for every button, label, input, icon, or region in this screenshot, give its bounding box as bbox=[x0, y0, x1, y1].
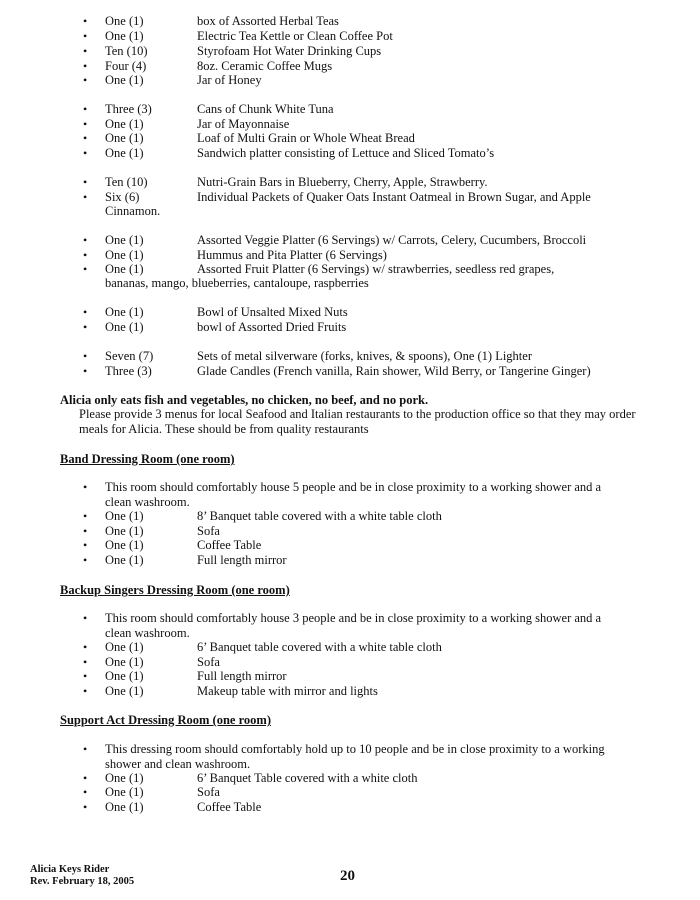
bullet: • bbox=[83, 611, 88, 625]
quantity: One (1) bbox=[105, 640, 144, 654]
bullet: • bbox=[83, 190, 88, 204]
bullet: • bbox=[83, 59, 88, 73]
item-description: Makeup table with mirror and lights bbox=[197, 684, 378, 698]
quantity: One (1) bbox=[105, 553, 144, 567]
item-description: Sandwich platter consisting of Lettuce and Sliced Tomato’s bbox=[197, 146, 495, 160]
quantity: One (1) bbox=[105, 29, 144, 43]
quantity: One (1) bbox=[105, 771, 144, 785]
quantity: Seven (7) bbox=[105, 349, 154, 363]
dietary-note: Alicia only eats fish and vegetables, no chicken, no beef, and no pork. bbox=[60, 393, 429, 407]
bullet: • bbox=[83, 771, 88, 785]
bullet: • bbox=[83, 233, 88, 247]
quantity: One (1) bbox=[105, 524, 144, 538]
support-act-dressing-room-heading: Support Act Dressing Room (one room) bbox=[60, 713, 271, 727]
page-number: 20 bbox=[340, 868, 355, 884]
item-description: box of Assorted Herbal Teas bbox=[197, 14, 339, 28]
quantity: One (1) bbox=[105, 655, 144, 669]
item-description: bowl of Assorted Dried Fruits bbox=[197, 320, 347, 334]
item-description: 6’ Banquet Table covered with a white cloth bbox=[197, 771, 418, 785]
item-description: Nutri-Grain Bars in Blueberry, Cherry, Apple, Strawberry. bbox=[197, 175, 488, 189]
quantity: One (1) bbox=[105, 305, 144, 319]
item-description: Sets of metal silverware (forks, knives, & spoons), One (1) Lighter bbox=[197, 349, 532, 363]
item-continuation: Cinnamon. bbox=[105, 204, 161, 218]
bullet: • bbox=[83, 305, 88, 319]
quantity: Six (6) bbox=[105, 190, 140, 204]
quantity: One (1) bbox=[105, 233, 144, 247]
bullet: • bbox=[83, 509, 88, 523]
item-description: Assorted Fruit Platter (6 Servings) w/ strawberries, seedless red grapes, bbox=[197, 262, 555, 276]
quantity: One (1) bbox=[105, 800, 144, 814]
quantity: Ten (10) bbox=[105, 175, 148, 189]
bullet: • bbox=[83, 684, 88, 698]
quantity: One (1) bbox=[105, 262, 144, 276]
bullet: • bbox=[83, 640, 88, 654]
footer-revision-date: Rev. February 18, 2005 bbox=[30, 876, 135, 887]
room-description: This room should comfortably house 5 people and be in close proximity to a working shower and a clean washroom. bbox=[105, 480, 602, 509]
item-description: Jar of Mayonnaise bbox=[197, 117, 290, 131]
bullet: • bbox=[83, 480, 88, 494]
quantity: Three (3) bbox=[105, 102, 152, 116]
bullet: • bbox=[83, 553, 88, 567]
item-description: Sofa bbox=[197, 655, 220, 669]
item-description: Individual Packets of Quaker Oats Instant Oatmeal in Brown Sugar, and Apple bbox=[197, 190, 591, 204]
item-description: Hummus and Pita Platter (6 Servings) bbox=[197, 248, 387, 262]
item-description: Jar of Honey bbox=[197, 73, 262, 87]
quantity: Four (4) bbox=[105, 59, 147, 73]
quantity: One (1) bbox=[105, 785, 144, 799]
quantity: Three (3) bbox=[105, 364, 152, 378]
room-description: This dressing room should comfortably hold up to 10 people and be in close proximity to a working shower and clean washroom. bbox=[105, 742, 605, 771]
quantity: One (1) bbox=[105, 320, 144, 334]
quantity: One (1) bbox=[105, 131, 144, 145]
bullet: • bbox=[83, 320, 88, 334]
quantity: One (1) bbox=[105, 509, 144, 523]
bullet: • bbox=[83, 785, 88, 799]
quantity: One (1) bbox=[105, 669, 144, 683]
bullet: • bbox=[83, 524, 88, 538]
bullet: • bbox=[83, 117, 88, 131]
item-description: Sofa bbox=[197, 524, 220, 538]
bullet: • bbox=[83, 248, 88, 262]
item-description: Loaf of Multi Grain or Whole Wheat Bread bbox=[197, 131, 415, 145]
bullet: • bbox=[83, 742, 88, 756]
quantity: Ten (10) bbox=[105, 44, 148, 58]
item-description: Full length mirror bbox=[197, 669, 287, 683]
item-description: Bowl of Unsalted Mixed Nuts bbox=[197, 305, 348, 319]
bullet: • bbox=[83, 800, 88, 814]
quantity: One (1) bbox=[105, 73, 144, 87]
item-description: Styrofoam Hot Water Drinking Cups bbox=[197, 44, 382, 58]
quantity: One (1) bbox=[105, 248, 144, 262]
item-description: 8oz. Ceramic Coffee Mugs bbox=[197, 59, 333, 73]
bullet: • bbox=[83, 44, 88, 58]
item-description: Full length mirror bbox=[197, 553, 287, 567]
bullet: • bbox=[83, 102, 88, 116]
item-description: Cans of Chunk White Tuna bbox=[197, 102, 334, 116]
bullet: • bbox=[83, 669, 88, 683]
item-continuation: bananas, mango, blueberries, cantaloupe, raspberries bbox=[105, 276, 369, 290]
bullet: • bbox=[83, 262, 88, 276]
bullet: • bbox=[83, 349, 88, 363]
bullet: • bbox=[83, 538, 88, 552]
item-description: Assorted Veggie Platter (6 Servings) w/ Carrots, Celery, Cucumbers, Broccoli bbox=[197, 233, 587, 247]
item-description: 8’ Banquet table covered with a white table cloth bbox=[197, 509, 442, 523]
bullet: • bbox=[83, 146, 88, 160]
bullet: • bbox=[83, 73, 88, 87]
item-description: Electric Tea Kettle or Clean Coffee Pot bbox=[197, 29, 393, 43]
quantity: One (1) bbox=[105, 538, 144, 552]
room-description: This room should comfortably house 3 people and be in close proximity to a working shower and a clean washroom. bbox=[105, 611, 602, 640]
bullet: • bbox=[83, 175, 88, 189]
quantity: One (1) bbox=[105, 684, 144, 698]
backup-singers-dressing-room-heading: Backup Singers Dressing Room (one room) bbox=[60, 583, 290, 597]
item-description: Sofa bbox=[197, 785, 220, 799]
quantity: One (1) bbox=[105, 14, 144, 28]
quantity: One (1) bbox=[105, 117, 144, 131]
quantity: One (1) bbox=[105, 146, 144, 160]
item-description: Coffee Table bbox=[197, 538, 262, 552]
bullet: • bbox=[83, 364, 88, 378]
band-dressing-room-heading: Band Dressing Room (one room) bbox=[60, 452, 235, 466]
menus-request: Please provide 3 menus for local Seafood and Italian restaurants to the production office so that they may order meals for Alicia. These should be from quality restaurants bbox=[79, 407, 636, 436]
item-description: 6’ Banquet table covered with a white table cloth bbox=[197, 640, 442, 654]
bullet: • bbox=[83, 29, 88, 43]
item-description: Glade Candles (French vanilla, Rain shower, Wild Berry, or Tangerine Ginger) bbox=[197, 364, 591, 378]
footer-title: Alicia Keys Rider bbox=[30, 864, 110, 875]
bullet: • bbox=[83, 131, 88, 145]
bullet: • bbox=[83, 14, 88, 28]
item-description: Coffee Table bbox=[197, 800, 262, 814]
bullet: • bbox=[83, 655, 88, 669]
